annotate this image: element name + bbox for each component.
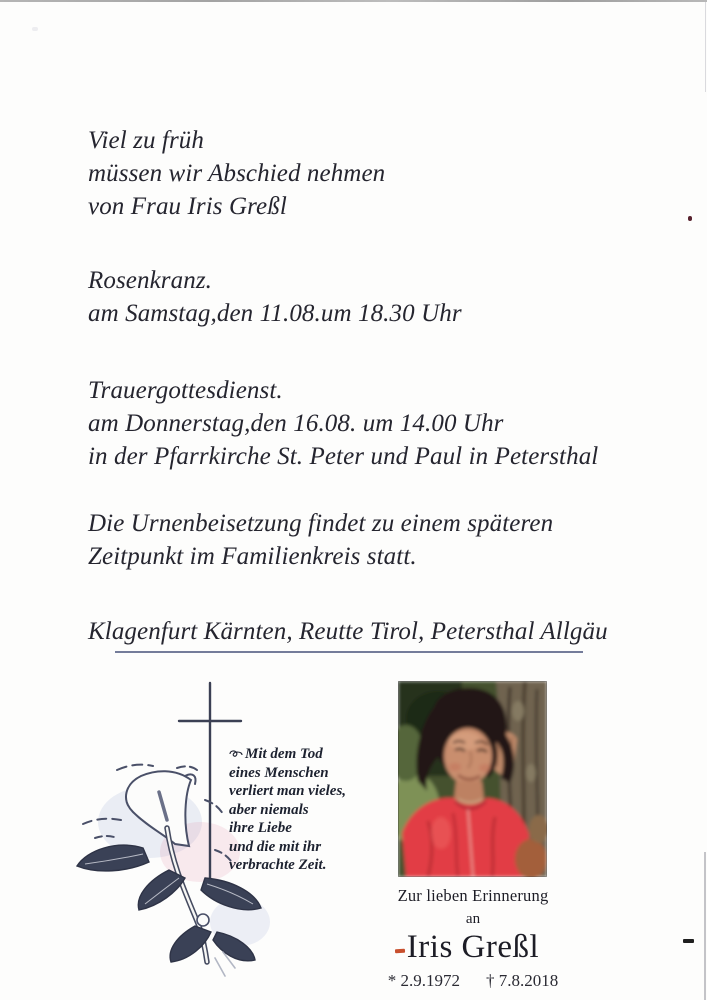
divider-rule (115, 651, 583, 653)
scan-edge-right (704, 852, 706, 1000)
remembrance-line: Zur lieben Erinnerung (397, 886, 549, 905)
scan-edge-right-top (705, 2, 706, 92)
rosary-detail: am Samstag,den 11.08.um 18.30 Uhr (88, 300, 462, 327)
poem-text: Mit dem Tod (245, 746, 323, 762)
poem-line: aber niemals (229, 801, 309, 818)
burial-line: Zeitpunkt im Familienkreis statt. (88, 543, 417, 570)
funeral-service-block (88, 374, 598, 473)
poem-line: eines Menschen (229, 764, 329, 781)
rosary-title: Rosenkranz. (88, 267, 213, 294)
burial-line: Die Urnenbeisetzung findet zu einem späteren (88, 510, 554, 537)
scan-edge-top (0, 0, 707, 2)
service-detail: am Donnerstag,den 16.08. um 14.00 Uhr (88, 410, 504, 437)
life-dates (383, 971, 563, 991)
swirl-ornament-icon (229, 749, 243, 758)
deceased-name-row (383, 929, 563, 966)
remembrance-line: an (465, 911, 481, 927)
poem-line: und die mit ihr (229, 838, 322, 855)
scan-speck-faint (32, 27, 38, 31)
portrait-photo (398, 681, 547, 877)
scan-speck-dot (688, 216, 692, 221)
intro-block (88, 124, 385, 223)
poem-line: verbrachte Zeit. (229, 857, 327, 873)
intro-line: Viel zu früh (88, 127, 205, 154)
red-scan-mark (395, 949, 405, 953)
poem-line: verliert man vieles, (229, 783, 347, 799)
rosary-block (88, 264, 462, 330)
scan-speck-dash (683, 939, 694, 943)
face (444, 728, 492, 784)
intro-line: müssen wir Abschied nehmen (88, 160, 386, 187)
poem-block (229, 745, 346, 875)
poem-line (229, 745, 346, 764)
death-date: † 7.8.2018 (486, 971, 559, 990)
remembrance-caption (383, 886, 563, 991)
service-title: Trauergottesdienst. (88, 377, 283, 404)
places-line (88, 615, 608, 648)
service-detail: in der Pfarrkirche St. Peter und Paul in Petersthal (88, 443, 599, 470)
deceased-name: Iris Greßl (406, 929, 540, 965)
intro-line: von Frau Iris Greßl (88, 193, 287, 220)
bud (197, 914, 209, 926)
urn-burial-block (88, 507, 553, 573)
poem-line: ihre Liebe (229, 820, 292, 836)
places-text: Klagenfurt Kärnten, Reutte Tirol, Petersthal Allgäu (88, 618, 608, 645)
birth-date: * 2.9.1972 (387, 971, 460, 990)
red-blouse (402, 798, 531, 877)
